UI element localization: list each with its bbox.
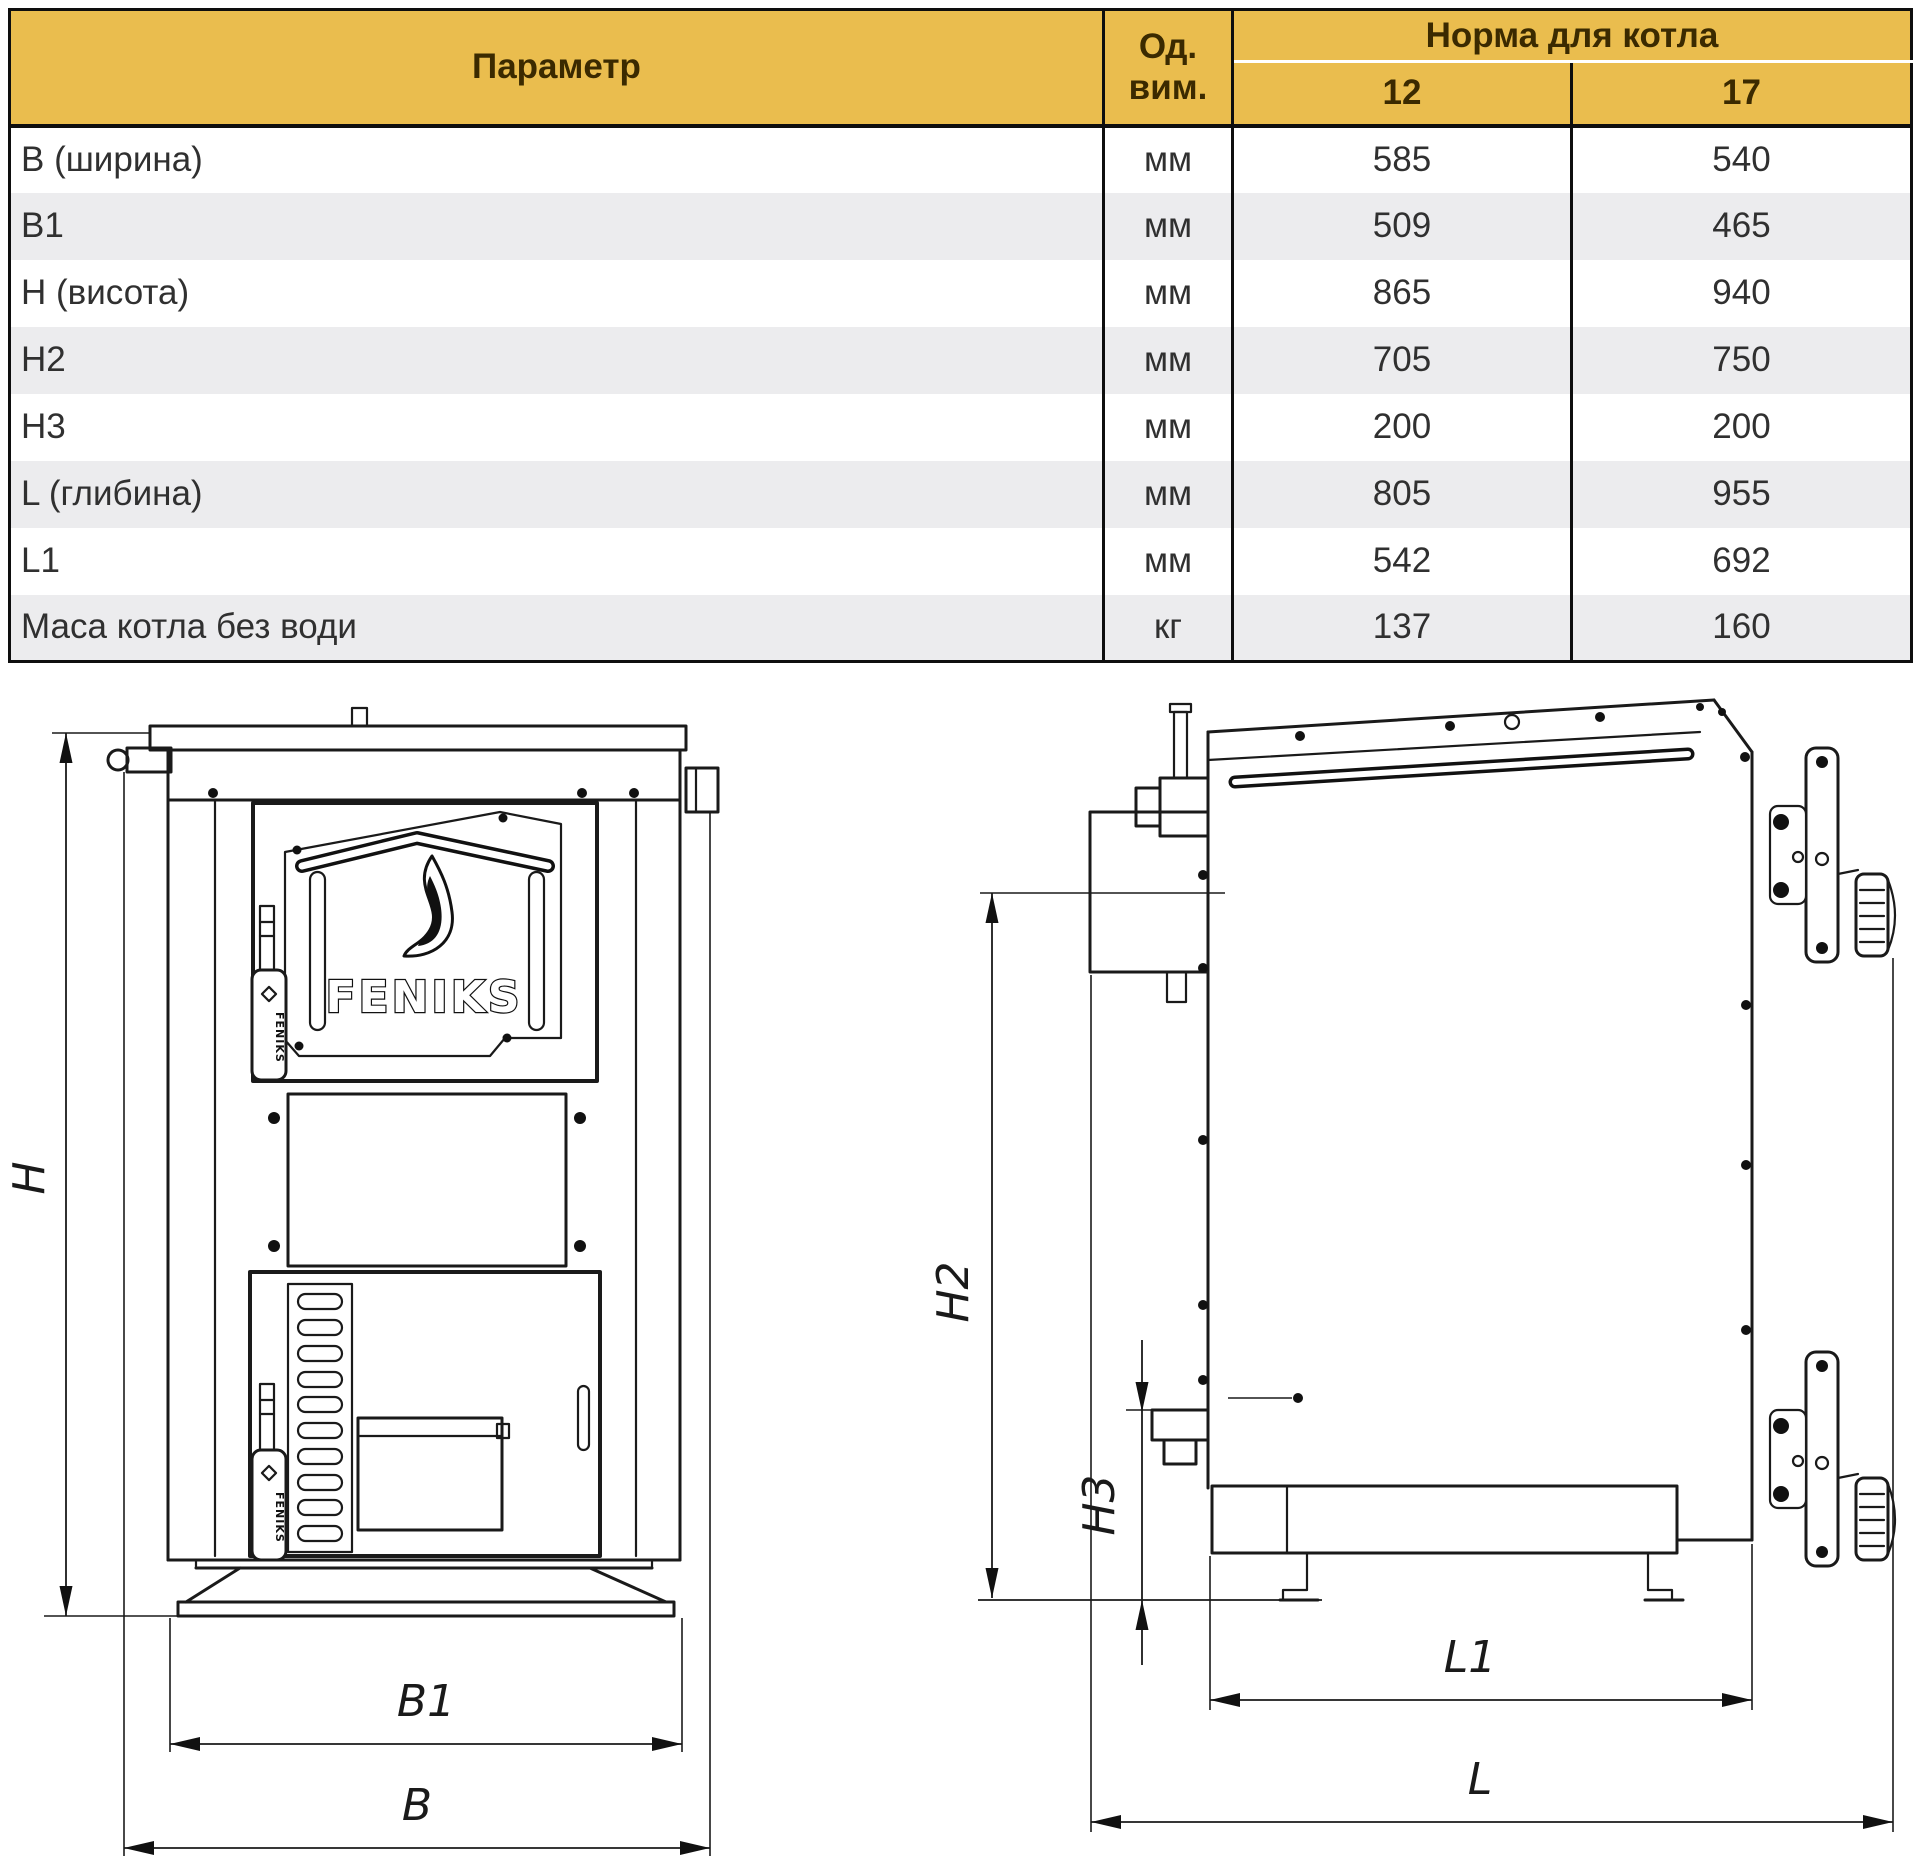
side-back [1090,704,1303,1488]
cell-unit: мм [1104,394,1233,461]
front-right-pipe [686,768,718,812]
col-header-param: Параметр [10,10,1104,126]
col-header-unit-line2: вим. [1128,68,1208,108]
cell-v17: 160 [1572,595,1912,662]
dim-label-h2: H2 [928,1261,979,1323]
cell-param: H (висота) [10,260,1104,327]
cell-v12: 805 [1233,461,1572,528]
cell-v17: 200 [1712,407,1771,446]
front-upper-door [253,803,597,1081]
front-left-pipe-ring [108,750,128,770]
cell-unit: кг [1104,595,1233,662]
draft-rod [1174,712,1187,778]
cell-param: H2 [10,327,1104,394]
col-header-model-12: 12 [1233,62,1572,126]
cell-v17: 955 [1572,461,1912,528]
front-middle-panel [268,1094,586,1266]
front-upper-handle [252,906,286,1080]
cell-param: B1 [10,193,1104,260]
cell-v12: 865 [1233,260,1572,327]
front-top-stub [352,708,367,726]
front-left-pipe [127,748,171,772]
side-top-plate [1208,700,1752,782]
cell-v17: 465 [1572,193,1912,260]
cell-unit: мм [1104,126,1233,193]
return-pipe-fitting [1152,1410,1208,1440]
cell-v17: 540 [1712,140,1771,179]
front-top-plate [150,726,686,750]
dim-label-b1: B1 [396,1676,456,1727]
lower-handle-text: FENIKS [273,1492,286,1543]
cell-param: L1 [10,528,1104,595]
dimension-l1 [1210,1544,1752,1710]
front-base [178,1560,674,1616]
dim-label-l1: L1 [1443,1632,1497,1683]
feniks-logo-text: FENIKS [325,972,523,1023]
cell-param: Маса котла без води [10,595,1104,662]
col-header-norm: Норма для котла [1233,10,1912,62]
dim-label-l: L [1467,1754,1493,1805]
upper-handle-text: FENIKS [273,1012,286,1063]
cell-v12: 542 [1233,528,1572,595]
front-lower-handle [252,1384,286,1560]
dim-label-h: H [4,1161,55,1195]
front-lower-door [250,1272,600,1556]
cell-v17: 940 [1712,273,1771,312]
cell-param: H3 [10,394,1104,461]
cell-unit: мм [1104,327,1233,394]
cell-param: L (глибина) [10,461,1104,528]
cell-v17: 750 [1572,327,1912,394]
cell-unit: мм [1104,461,1233,528]
dimension-b1 [170,1618,682,1752]
front-view-drawing [4,708,718,1856]
cell-v12: 585 [1233,126,1572,193]
flame-icon [404,856,452,956]
cell-v12: 705 [1233,327,1572,394]
side-front [1212,752,1752,1600]
dimension-h3 [1074,1340,1158,1665]
cell-v12: 200 [1233,394,1572,461]
side-view-drawing [928,700,1895,1832]
cell-v12: 137 [1233,595,1572,662]
ash-hatch [358,1418,502,1530]
col-header-unit-line1: Од. [1138,26,1198,66]
cell-v12: 509 [1233,193,1572,260]
dim-label-b: B [401,1780,433,1831]
col-header-model-17: 17 [1572,62,1912,126]
dim-label-h3: H3 [1074,1474,1125,1536]
cell-v17: 692 [1712,541,1771,580]
side-hinge-upper [1770,748,1895,962]
cell-unit: мм [1104,193,1233,260]
cell-unit: мм [1104,528,1233,595]
supply-pipe-fitting [1160,778,1208,836]
cell-param: B (ширина) [10,126,1104,193]
side-bottom-box [1212,1486,1677,1553]
side-hinge-lower [1770,1352,1895,1566]
cell-unit: мм [1104,260,1233,327]
